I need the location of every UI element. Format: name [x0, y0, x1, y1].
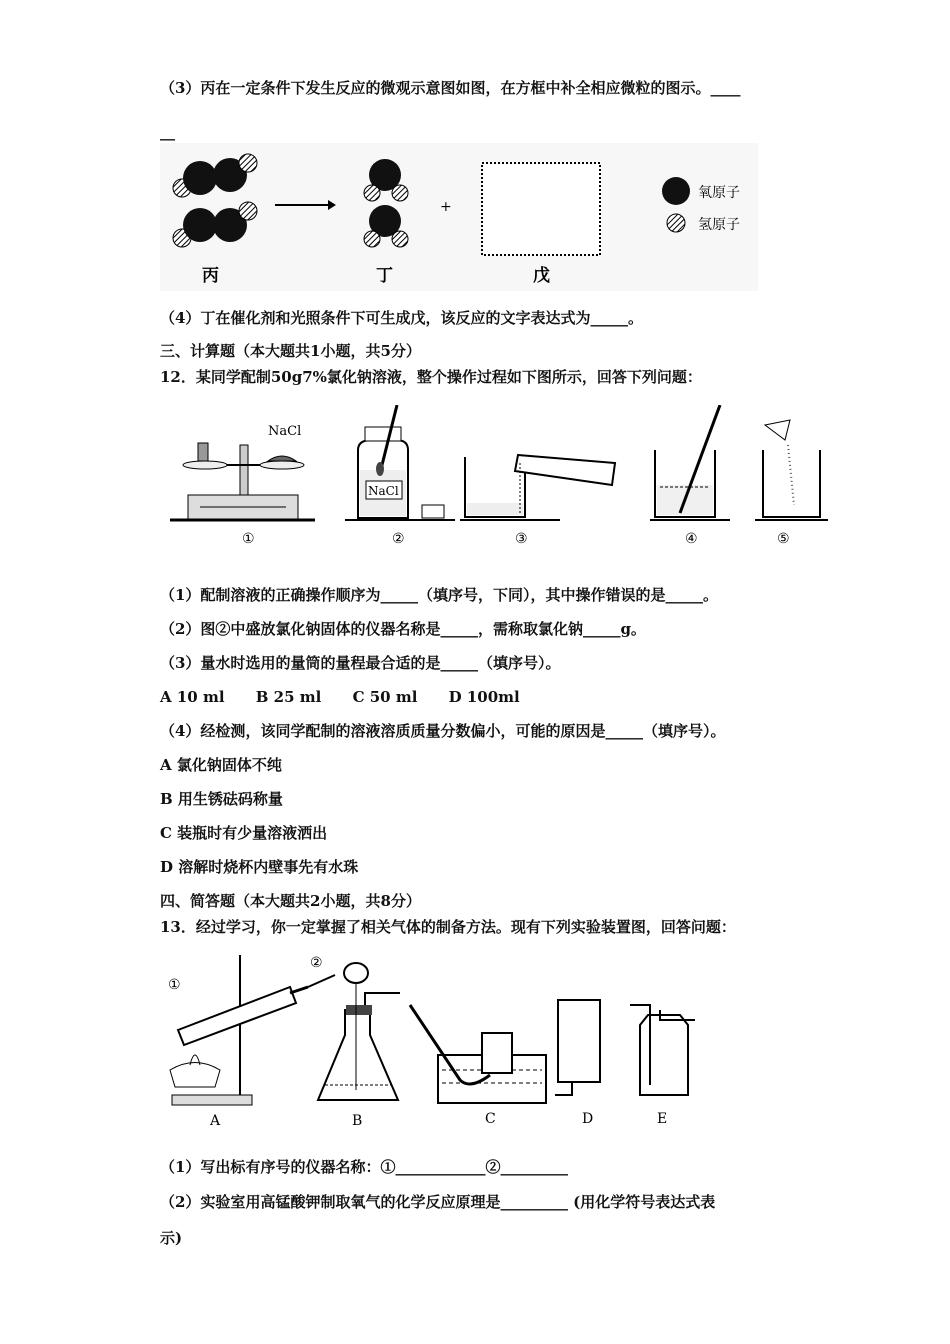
q13-part2: （2）实验室用高锰酸钾制取氧气的化学反应原理是_________ (用化学符号表达式表 [160, 1193, 716, 1211]
measuring-cylinder-pour [460, 455, 615, 520]
pouring-solid-beaker [755, 420, 828, 520]
legend-oxygen: 氧原子 [698, 185, 740, 201]
label-bing: 丙 [202, 266, 219, 286]
step-label-1: ① [242, 531, 255, 547]
solution-prep-figure [160, 405, 830, 565]
apparatus-c [410, 1005, 546, 1103]
hydrogen-atom-legend-icon [667, 214, 685, 232]
q13-part2-continuation: 示) [160, 1229, 183, 1247]
q12-part3: （3）量水时选用的量筒的量程最合适的是_____（填序号）。 [160, 654, 561, 672]
q11-part3-continuation: __ [160, 123, 175, 141]
q12-choice4-a: A 氯化钠固体不纯 [160, 756, 282, 774]
apparatus-e [630, 1005, 695, 1095]
apparatus-b [310, 955, 400, 1100]
step-label-4: ④ [685, 531, 698, 547]
q12-part1: （1）配制溶液的正确操作顺序为_____（填序号，下同），其中操作错误的是_____。 [160, 586, 718, 604]
label-ding: 丁 [376, 266, 393, 286]
q12-choice4-d: D 溶解时烧杯内壁事先有水珠 [160, 858, 359, 876]
q13-part1: （1）写出标有序号的仪器名称：①____________②_________ [160, 1158, 568, 1176]
nacl-label-balance: NaCl [268, 424, 302, 439]
q11-part3-text: （3）丙在一定条件下发生反应的微观示意图如图，在方框中补全相应微粒的图示。____ [160, 79, 741, 97]
step-label-5: ⑤ [777, 531, 790, 547]
apparatus-label-a: A [210, 1113, 221, 1129]
apparatus-label-d: D [582, 1111, 594, 1127]
q12-choices3-row [160, 687, 520, 707]
legend-hydrogen: 氢原子 [698, 217, 740, 233]
reagent-bottle-apparatus [345, 405, 455, 520]
plus-sign: + [440, 199, 452, 215]
q12-choice4-b: B 用生锈砝码称量 [160, 790, 283, 808]
marker-1: ① [168, 977, 181, 993]
gas-apparatus-figure [160, 945, 720, 1135]
label-wu: 戊 [533, 266, 550, 286]
step-label-3: ③ [515, 531, 528, 547]
step-label-2: ② [392, 531, 405, 547]
choice-d: D 100ml [448, 688, 520, 706]
balance-apparatus [170, 424, 315, 520]
apparatus-label-c: C [485, 1111, 496, 1127]
q12-part4: （4）经检测，该同学配制的溶液溶质质量分数偏小，可能的原因是_____（填序号）。 [160, 722, 726, 740]
apparatus-a [168, 955, 335, 1105]
choice-c: C 50 ml [352, 688, 418, 706]
answer-box [482, 163, 600, 255]
apparatus-d [555, 1000, 600, 1095]
q12-choice4-c: C 装瓶时有少量溶液洒出 [160, 824, 328, 842]
section3-title: 三、计算题（本大题共1小题，共5分） [160, 342, 421, 360]
q12-stem: 12．某同学配制50g7%氯化钠溶液，整个操作过程如下图所示，回答下列问题： [160, 368, 702, 386]
q11-part4-text: （4）丁在催化剂和光照条件下可生成戊，该反应的文字表达式为_____。 [160, 309, 643, 327]
choice-a: A 10 ml [160, 688, 225, 706]
molecule-reaction-figure [160, 143, 760, 293]
q13-stem: 13．经过学习，你一定掌握了相关气体的制备方法。现有下列实验装置图，回答问题： [160, 918, 736, 936]
choice-b: B 25 ml [255, 688, 322, 706]
oxygen-atom-legend-icon [662, 177, 690, 205]
apparatus-label-b: B [352, 1113, 363, 1129]
marker-2: ② [310, 955, 323, 971]
section4-title: 四、简答题（本大题共2小题，共8分） [160, 892, 421, 910]
nacl-label-bottle: NaCl [368, 484, 399, 498]
stirring-beaker [650, 405, 730, 520]
apparatus-label-e: E [657, 1111, 668, 1127]
q12-part2: （2）图②中盛放氯化钠固体的仪器名称是_____，需称取氯化钠_____g。 [160, 620, 646, 638]
